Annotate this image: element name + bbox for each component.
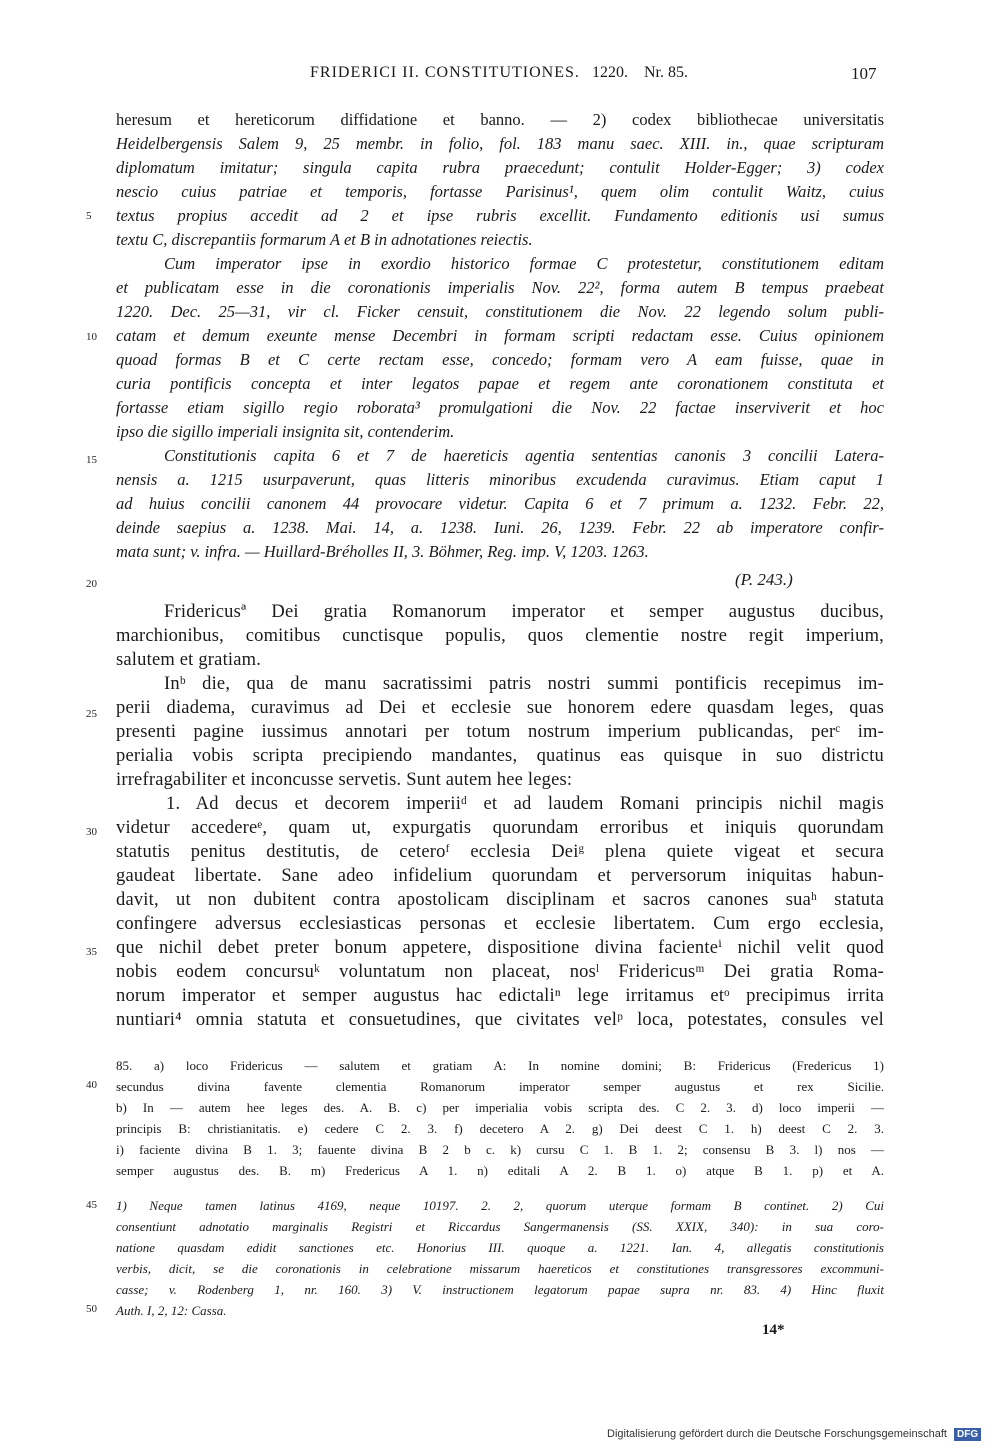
text-line: confingere adversus ecclesiasticas personas et ecclesie libertatem. Cum ergo ecclesia, [116, 914, 884, 934]
footnote-line: consentiunt adnotatio marginalis Registri et Riccardus Sangermanensis (SS. XXIX, 340): in sua coro- [116, 1219, 884, 1234]
text-line: salutem et gratiam. [116, 650, 262, 670]
intro-line: fortasse etiam sigillo regio roborata³ promulgationi die Nov. 22 factae inserviverit et hoc [116, 398, 884, 417]
footnote-line: verbis, dicit, se die coronationis in celebratione missarum haereticos et constitutiones transgressores excommuni- [116, 1261, 884, 1276]
text-line: nobis eodem concursuᵏ voluntatum non placeat, nosˡ Fridericusᵐ Dei gratia Roma- [116, 962, 884, 982]
line-number: 25 [86, 708, 97, 720]
footnote-line: 1) Neque tamen latinus 4169, neque 10197. 2. 2, quorum uterque formam B continet. 2) Cui [116, 1198, 884, 1213]
header-year: 1220. [592, 64, 628, 81]
intro-line: nescio cuius patriae et temporis, fortasse Parisinus¹, quem olim contulit Waitz, cuius [116, 182, 884, 201]
text-line: que nichil debet preter bonum appetere, dispositione divina facienteⁱ nichil velit quod [116, 938, 884, 958]
intro-line: deinde saepius a. 1238. Mai. 14, a. 1238. Iuni. 26, 1239. Febr. 22 ab imperatore confir- [116, 518, 884, 537]
text-line: perii diadema, curavimus ad Dei et ecclesie sue honorem edere quasdam leges, quas [116, 698, 884, 718]
text-line: nuntiari⁴ omnia statuta et consuetudines, que civitates velᵖ loca, potestates, consules vel [116, 1010, 884, 1030]
running-header [0, 64, 1000, 90]
text-line: marchionibus, comitibus cunctisque populis, quos clementie nostre regit imperium, [116, 626, 884, 646]
intro-line: ad huius concilii canonem 44 provocare videtur. Capita 6 et 7 primum a. 1232. Febr. 22, [116, 494, 884, 513]
text-line: norum imperator et semper augustus hac edictaliⁿ lege irritamus etᵒ precipimus irrita [116, 986, 884, 1006]
text-line: gaudeat libertate. Sane adeo infidelium quorundam et perversorum iniquitas habun- [116, 866, 884, 886]
intro-line: catam et demum exeunte mense Decembri in formam scripti redactam esse. Cuius opinionem [116, 326, 884, 345]
footnote-line: casse; v. Rodenberg 1, nr. 160. 3) V. instructionem legatorum papae supra nr. 83. 4) Hinc fluxit [116, 1282, 884, 1297]
signature-mark: 14* [762, 1322, 785, 1338]
digitization-credit [607, 1428, 981, 1446]
credit-text: Digitalisierung gefördert durch die Deutsche Forschungsgemeinschaft [607, 1428, 947, 1440]
variant-line: principis B: christianitatis. e) cedere C 2. 3. f) decetero A 2. g) Dei deest C 1. h) deest C 2. 3. [116, 1121, 884, 1136]
variant-line: i) faciente divina B 1. 3; fauente divina B 2 b c. k) cursu C 1. B 1. 2; consensu B 3. l) nos — [116, 1142, 884, 1157]
text-line: irrefragabiliter et inconcusse servetis. Sunt autem hee leges: [116, 770, 573, 790]
variant-line: semper augustus des. B. m) Fredericus A 1. n) editali A 2. B 1. o) atque B 1. p) et A. [116, 1163, 884, 1178]
line-number: 35 [86, 946, 97, 958]
dfg-logo: DFG [954, 1428, 981, 1441]
line-number: 45 [86, 1199, 97, 1211]
variant-line: b) In — autem hee leges des. A. B. c) per imperialia vobis scripta des. C 2. 3. d) loco imperii — [116, 1100, 884, 1115]
intro-line: textus propius accedit ad 2 et ipse rubris excellit. Fundamento editionis usi sumus [116, 206, 884, 225]
variant-line: 85. a) loco Fridericus — salutem et gratiam A: In nomine domini; B: Fridericus (Fredericus 1) [116, 1058, 884, 1073]
header-number: Nr. 85. [644, 64, 688, 81]
text-line: videtur accedereᵉ, quam ut, expurgatis quorundam erroribus et iniquis quorundam [116, 818, 884, 838]
constitution-text [116, 600, 884, 1032]
intro-line: et publicatam esse in die coronationis imperialis Nov. 22², forma autem B tempus praebeat [116, 278, 884, 297]
header-title: FRIDERICI II. CONSTITUTIONES. [310, 64, 580, 81]
variant-apparatus [116, 1055, 884, 1181]
intro-line: heresum et hereticorum diffidatione et banno. — 2) codex bibliothecae universitatis [116, 110, 884, 129]
line-number: 15 [86, 454, 97, 466]
intro-line: diplomatum imitatur; singula capita rubra praecedunt; contulit Holder-Egger; 3) codex [116, 158, 884, 177]
intro-line: Constitutionis capita 6 et 7 de haereticis agentia sententias canonis 3 concilii Latera- [164, 446, 884, 465]
intro-line: textu C, discrepantiis formarum A et B in adnotationes reiectis. [116, 230, 533, 249]
line-number: 40 [86, 1079, 97, 1091]
intro-line: ipso die sigillo imperiali insignita sit, contenderim. [116, 422, 455, 441]
line-number: 20 [86, 578, 97, 590]
intro-line: 1220. Dec. 25—31, vir cl. Ficker censuit, constitutionem die Nov. 22 legendo solum publi- [116, 302, 884, 321]
line-number: 10 [86, 331, 97, 343]
intro-line: Cum imperator ipse in exordio historico formae C protestetur, constitutionem editam [164, 254, 884, 273]
text-line: statutis penitus destitutis, de ceteroᶠ ecclesia Deiᵍ plena quiete vigeat et secura [116, 842, 884, 862]
variant-line: secundus divina favente clementia Romanorum imperator semper augustus et rex Sicilie. [116, 1079, 884, 1094]
text-line: Fridericusª Dei gratia Romanorum imperator et semper augustus ducibus, [164, 602, 884, 622]
line-number: 5 [86, 210, 92, 222]
text-line: presenti pagine iussimus annotari per totum nostrum imperium publicandas, perᶜ im- [116, 722, 884, 742]
intro-line: quoad formas B et C certe rectam esse, concedo; formam vero A eam fuisse, quae in [116, 350, 884, 369]
intro-line: mata sunt; v. infra. — Huillard-Bréholles II, 3. Böhmer, Reg. imp. V, 1203. 1263. [116, 542, 649, 561]
line-number: 50 [86, 1303, 97, 1315]
intro-line: Heidelbergensis Salem 9, 25 membr. in folio, fol. 183 manu saec. XIII. in., quae scripturam [116, 134, 884, 153]
intro-line: curia pontificis concepta et inter legatos papae et regem ante coronationem constituta et [116, 374, 884, 393]
text-line: davit, ut non dubitent contra apostolicam disciplinam et sacros canones suaʰ statuta [116, 890, 884, 910]
footnote-line: Auth. I, 2, 12: Cassa. [116, 1303, 227, 1318]
footnote-line: natione quasdam edidit sanctiones etc. Honorius III. quoque a. 1221. Ian. 4, allegatis constitutionis [116, 1240, 884, 1255]
text-line: 1. Ad decus et decorem imperiiᵈ et ad laudem Romani principis nichil magis [166, 794, 884, 814]
text-line: perialia vobis scripta precipiendo mandantes, quatinus eas quisque in suo districtu [116, 746, 884, 766]
page-number: 107 [851, 64, 877, 83]
intro-line: nensis a. 1215 usurpaverunt, quas litteris minoribus excudenda curavimus. Etiam caput 1 [116, 470, 884, 489]
pertz-reference: (P. 243.) [735, 570, 793, 589]
line-number: 30 [86, 826, 97, 838]
text-line: Inᵇ die, qua de manu sacratissimi patris nostri summi pontificis recepimus im- [164, 674, 884, 694]
footnotes [116, 1195, 884, 1321]
editorial-introduction [116, 108, 884, 564]
